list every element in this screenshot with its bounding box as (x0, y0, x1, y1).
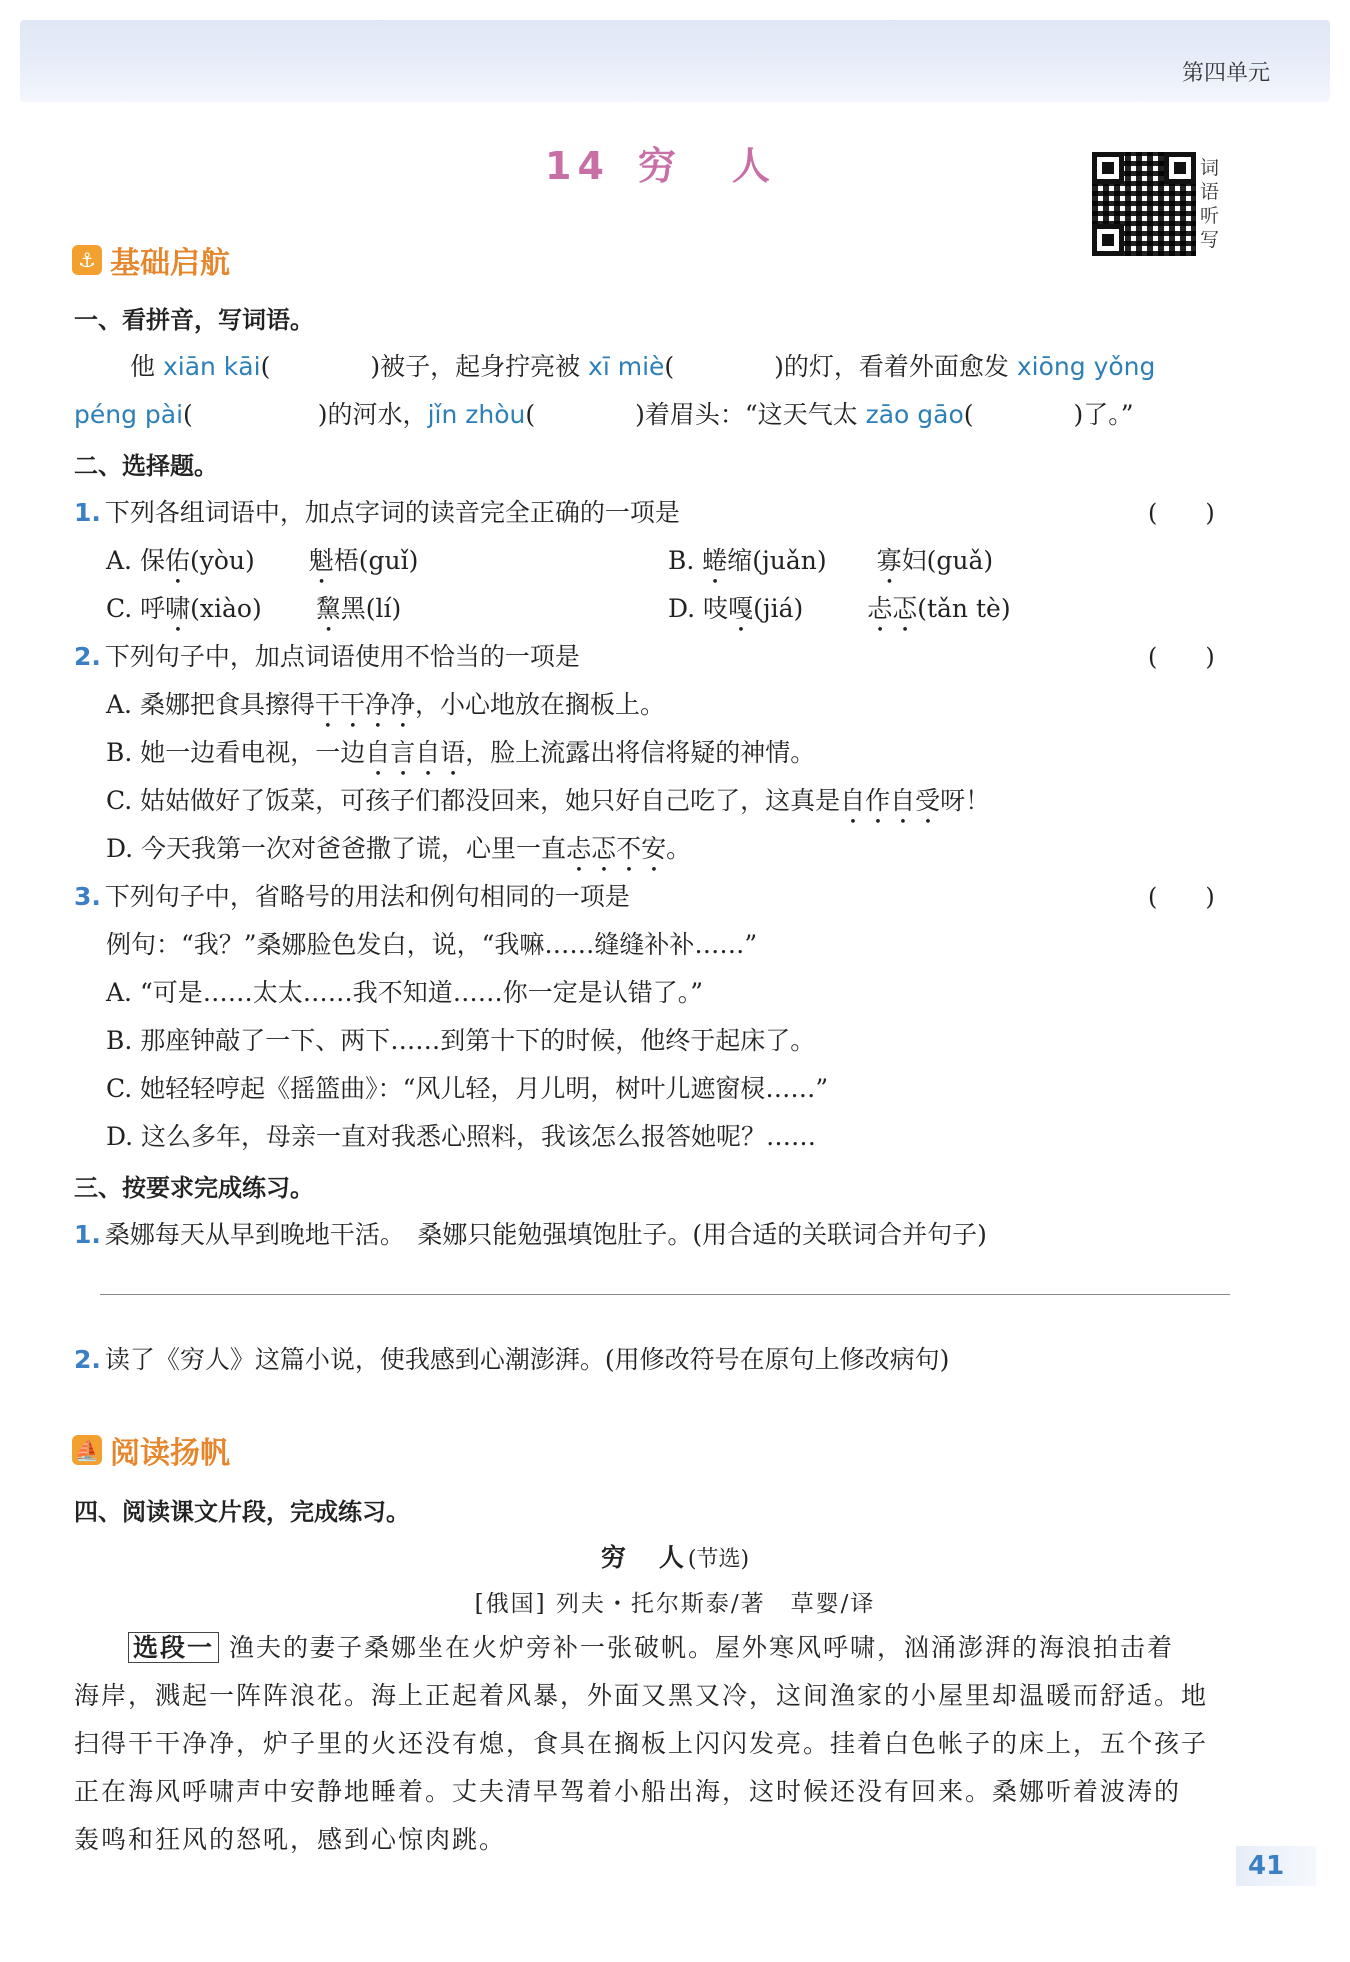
lesson-title (545, 135, 776, 190)
lesson-title-char-1: 穷 (637, 144, 682, 188)
choice-3-option-a: A. “可是……太太……我不知道……你一定是认错了。” (106, 978, 704, 1007)
passage-title: 穷 人(节选) (600, 1543, 750, 1572)
choice-3-option-b: B. 那座钟敲了一下、两下……到第十下的时候，他终于起床了。 (106, 1026, 816, 1055)
choice-2-option-d: D. 今天我第一次对爸爸撒了谎，心里一直忐忑不安。 (106, 834, 692, 863)
header-band (20, 20, 1330, 102)
choice-1-option-c: C. 呼啸(xiào) 黧黑(lí) (106, 594, 402, 623)
excerpt-tag: 选段一 (128, 1632, 219, 1663)
choice-2-answer-paren[interactable]: ( ) (1148, 643, 1215, 671)
sail-icon: ⛵ (72, 1435, 102, 1465)
qr-code-icon[interactable] (1092, 152, 1196, 256)
choice-2-option-a: A. 桑娜把食具擦得干干净净，小心地放在搁板上。 (106, 690, 665, 719)
lesson-number: 14 (545, 144, 610, 188)
choice-1-option-d: D. 吱嘎(jiá) 忐忑(tǎn tè) (668, 594, 1011, 623)
passage-body: 选段一 渔夫的妻子桑娜坐在火炉旁补一张破帆。屋外寒风呼啸，汹涌澎湃的海浪拍击着 海岸，溅起一阵阵浪花。海上正起着风暴，外面又黑又冷，这间渔家的小屋里却温暖而舒适。地 扫得干干净净，炉子里的火还没有熄，食具在搁板上闪闪发亮。挂着白色帐子的床上，五个孩子 正在海风呼啸声中安静地睡着。丈夫清早驾着小船出海，这时候还没有回来。桑娜听着波涛的 轰鸣和狂风的怒吼，感到心惊肉跳。 (74, 1633, 1209, 1854)
choice-1-answer-paren[interactable]: ( ) (1148, 499, 1215, 527)
choice-1-stem: 1. 下列各组词语中，加点字词的读音完全正确的一项是 (74, 498, 680, 527)
pinyin-line-2: péng pài( )的河水，jǐn zhòu( )着眉头：“这天气太 zāo gāo( )了。” (74, 400, 1134, 429)
choice-2-option-b: B. 她一边看电视，一边自言自语，脸上流露出将信将疑的神情。 (106, 738, 816, 767)
choice-3-stem: 3. 下列句子中，省略号的用法和例句相同的一项是 (74, 882, 630, 911)
exercise-2: 2. 读了《穷人》这篇小说，使我感到心潮澎湃。(用修改符号在原句上修改病句) (74, 1345, 950, 1374)
qr-caption: 词 语 听 写 (1200, 157, 1220, 251)
unit-label: 第四单元 (1181, 61, 1270, 86)
page-number: 41 (1236, 1846, 1316, 1886)
question-3-heading: 三、按要求完成练习。 (74, 1174, 314, 1202)
choice-3-example: 例句：“我？”桑娜脸色发白，说，“我嘛……缝缝补补……” (106, 930, 758, 959)
choice-1-option-a: A. 保佑(yòu) 魁梧(guǐ) (106, 546, 419, 575)
lesson-title-char-2: 人 (731, 144, 776, 188)
question-2-heading: 二、选择题。 (74, 452, 218, 480)
choice-3-option-c: C. 她轻轻哼起《摇篮曲》：“风儿轻，月儿明，树叶儿遮窗棂……” (106, 1074, 829, 1103)
pinyin-line-1: 他 xiān kāi( )被子，起身拧亮被 xī miè( )的灯，看着外面愈发 xiōng yǒng (130, 352, 1156, 381)
choice-1-option-b: B. 蜷缩(juǎn) 寡妇(guǎ) (668, 546, 994, 575)
passage-author: [俄国] 列夫・托尔斯泰/著 草婴/译 (474, 1591, 876, 1617)
section-reading-heading: ⛵ 阅读扬帆 (72, 1428, 230, 1472)
exercise-1: 1. 桑娜每天从早到晚地干活。 桑娜只能勉强填饱肚子。(用合适的关联词合并句子) (74, 1220, 987, 1249)
choice-3-answer-paren[interactable]: ( ) (1148, 883, 1215, 911)
anchor-icon: ⚓ (72, 245, 102, 275)
choice-3-option-d: D. 这么多年，母亲一直对我悉心照料，我该怎么报答她呢？…… (106, 1122, 817, 1151)
answer-line[interactable] (100, 1294, 1230, 1295)
section-basics-heading: ⚓ 基础启航 (72, 238, 230, 282)
choice-2-stem: 2. 下列句子中，加点词语使用不恰当的一项是 (74, 642, 580, 671)
question-4-heading: 四、阅读课文片段，完成练习。 (74, 1498, 410, 1526)
choice-2-option-c: C. 姑姑做好了饭菜，可孩子们都没回来，她只好自己吃了，这真是自作自受呀！ (106, 786, 991, 815)
question-1-heading: 一、看拼音，写词语。 (74, 306, 314, 334)
